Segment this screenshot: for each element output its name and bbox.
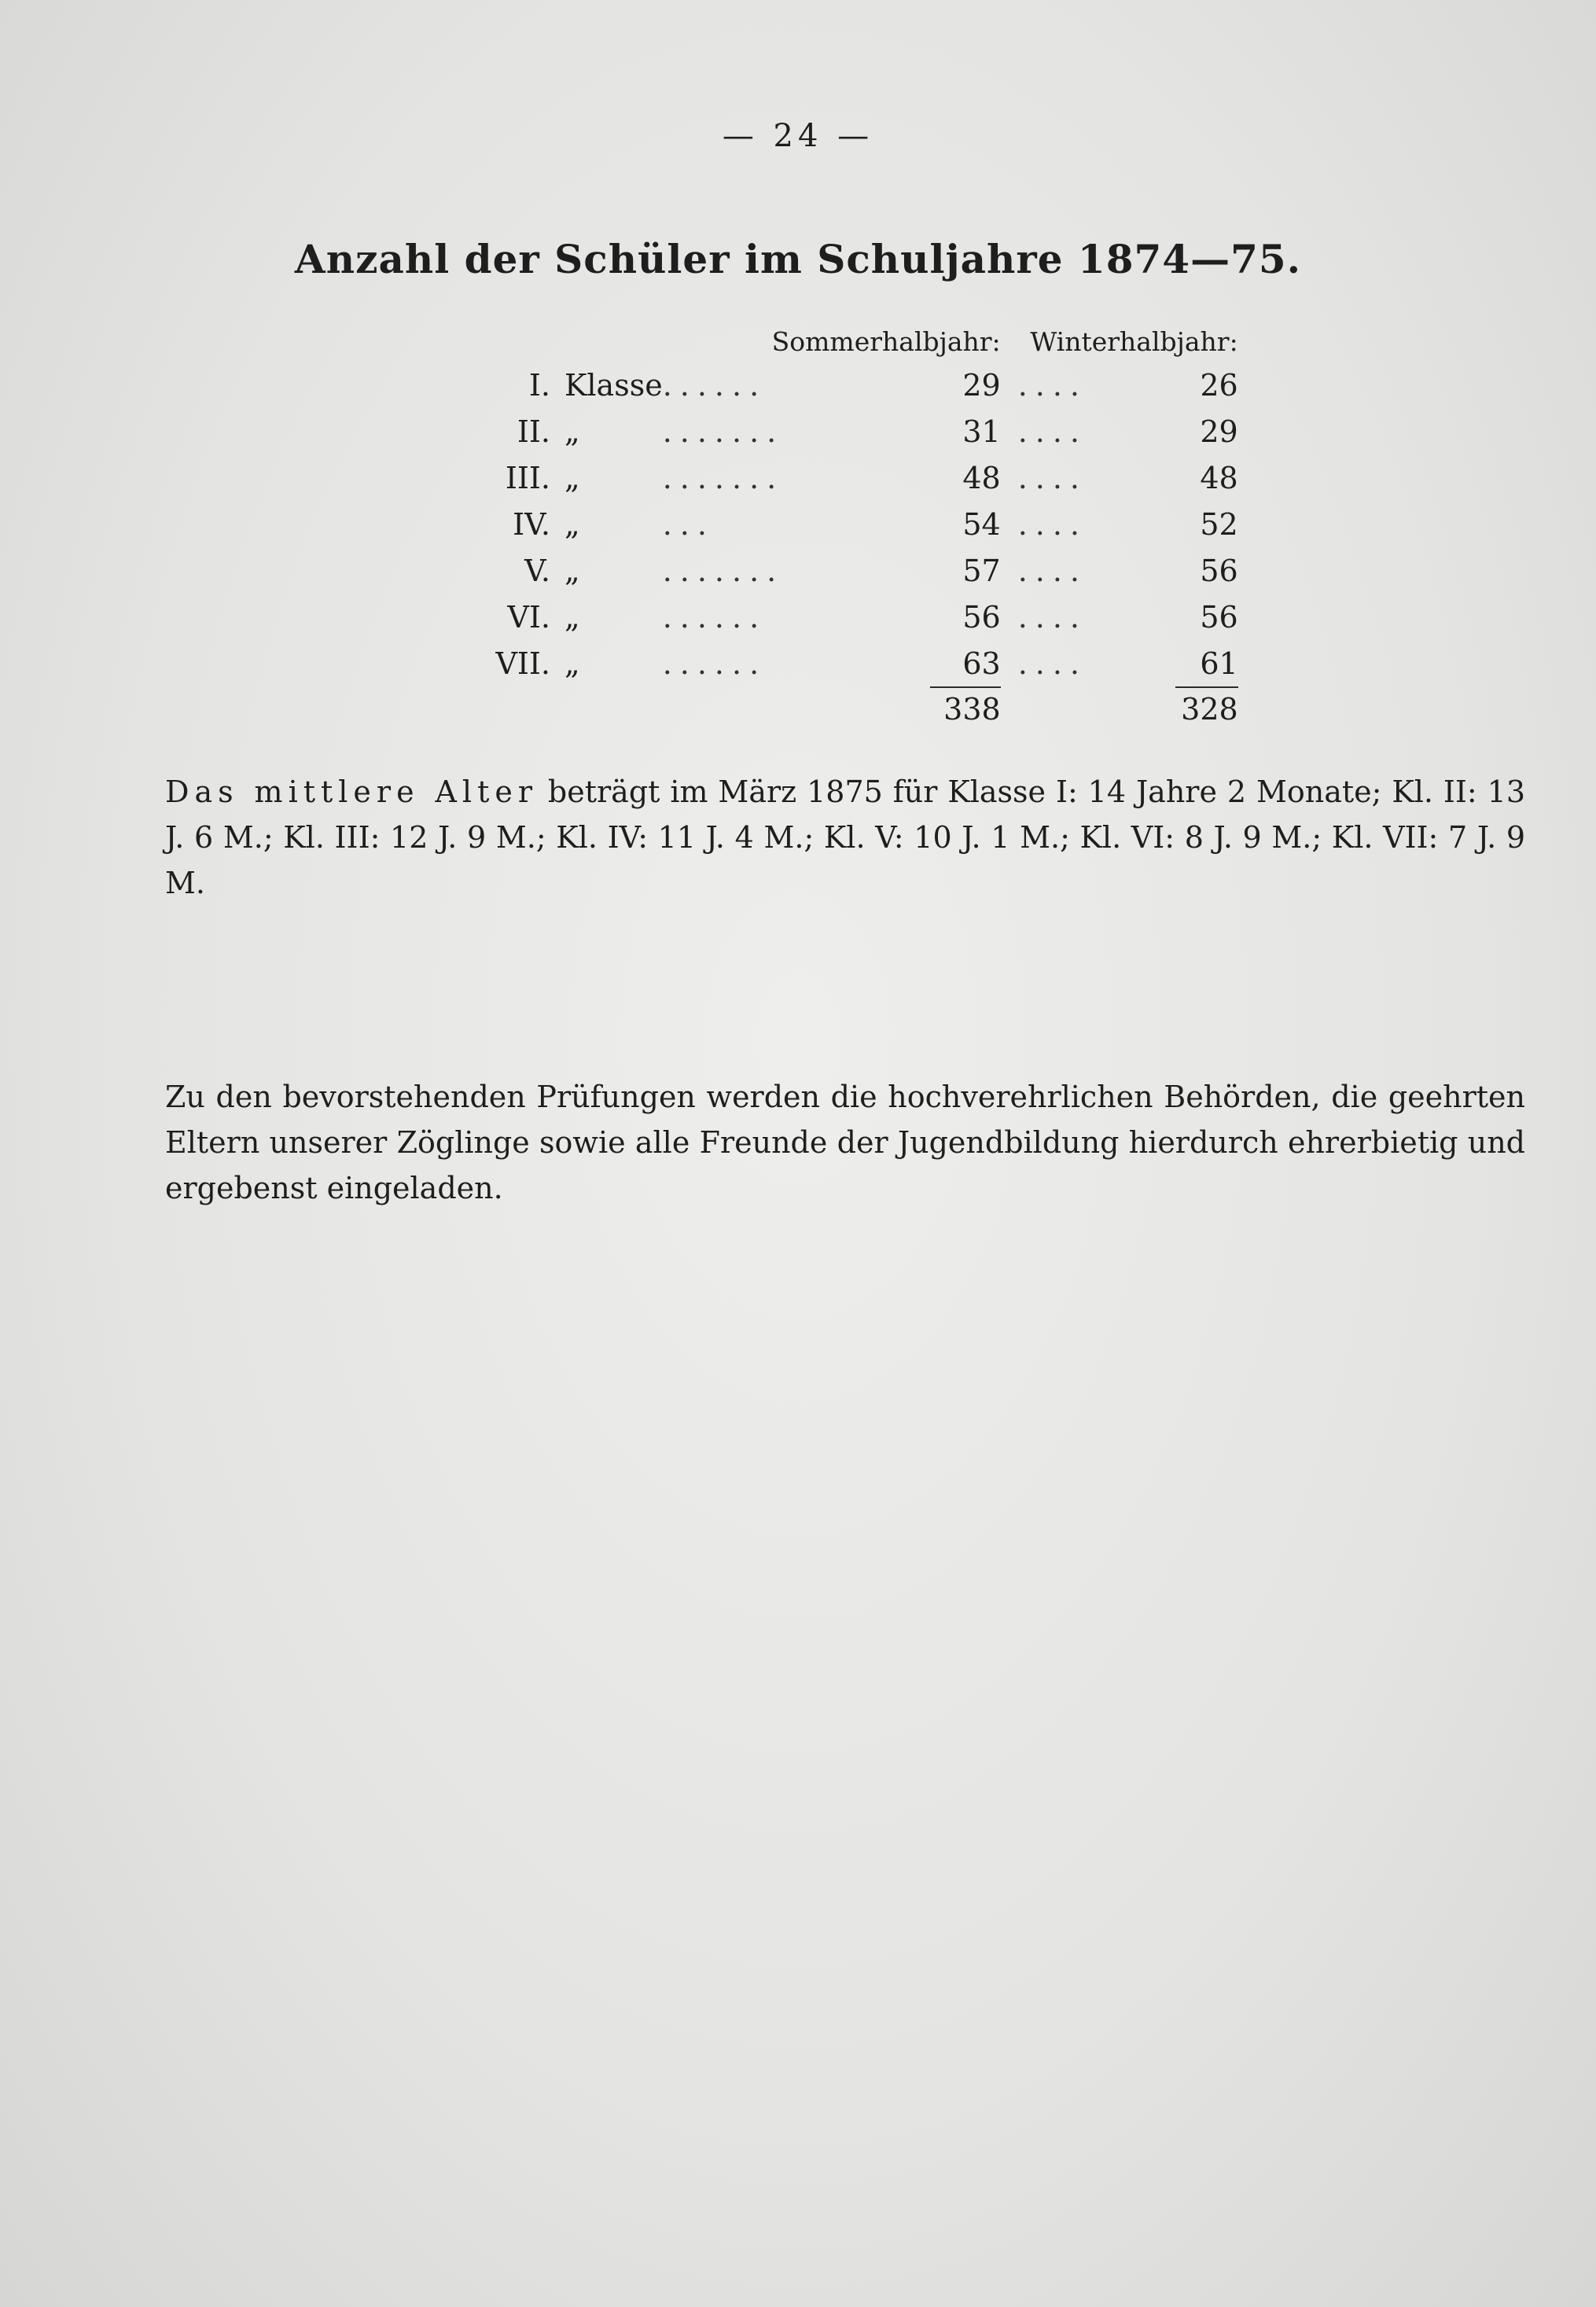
- leader-dots: ....: [1017, 646, 1088, 681]
- summer-header: Sommerhalbjahr:: [771, 326, 1001, 357]
- leader-dots: .......: [662, 460, 785, 495]
- table-row: [464, 547, 1238, 594]
- average-age-paragraph: [165, 769, 1525, 906]
- summer-count: 54: [962, 506, 1001, 542]
- leader-dots: .......: [662, 414, 785, 449]
- class-label: „: [564, 460, 580, 495]
- class-number: I.: [528, 367, 550, 403]
- class-label: „: [564, 553, 580, 588]
- winter-count: 48: [1200, 460, 1238, 495]
- class-number: V.: [524, 553, 550, 588]
- winter-count: 56: [1200, 599, 1238, 635]
- class-label: „: [564, 506, 580, 542]
- winter-count: 56: [1200, 553, 1238, 588]
- winter-header: Winterhalbjahr:: [1030, 326, 1238, 357]
- table-row: [464, 640, 1238, 687]
- leader-dots: ......: [662, 646, 767, 681]
- winter-total: 328: [1181, 692, 1238, 727]
- leader-dots: ....: [1017, 553, 1088, 588]
- summer-count: 48: [962, 460, 1001, 495]
- class-number: II.: [517, 414, 550, 449]
- leader-dots: ....: [1017, 367, 1088, 403]
- leader-dots: .......: [662, 553, 785, 588]
- winter-count: 61: [1175, 640, 1238, 687]
- leader-dots: ....: [1017, 599, 1088, 635]
- class-label: „: [564, 414, 580, 449]
- summer-count: 29: [962, 367, 1001, 403]
- average-age-lead: Das mittlere Alter: [165, 775, 538, 809]
- totals-row: [464, 687, 1238, 730]
- page-number: — 24 —: [722, 118, 874, 154]
- winter-count: 26: [1200, 367, 1238, 403]
- winter-count: 52: [1200, 506, 1238, 542]
- class-label: „: [564, 646, 580, 681]
- summer-count: 57: [962, 553, 1001, 588]
- invitation-paragraph: Zu den bevorstehenden Prüfungen werden die hochverehrlichen Behörden, die geehrten Eltern unserer Zöglinge sowie alle Freunde der Jugendbildung hierdurch ehrerbietig und ergebenst eingeladen.: [165, 1080, 1525, 1205]
- leader-dots: ......: [662, 367, 767, 403]
- leader-dots: ...: [662, 506, 715, 542]
- average-age-text: beträgt im März 1875 für Klasse I: 14 Jahre 2 Monate; Kl. II: 13 J. 6 M.; Kl. III: 12 J. 9 M.; Kl. IV: 11 J. 4 M.; Kl. V: 10 J. 1 M.; Kl. VI: 8 J. 9 M.; Kl. VII: 7 J. 9 M.: [165, 775, 1525, 900]
- class-label: Klasse: [564, 367, 663, 403]
- table-row: [464, 454, 1238, 501]
- leader-dots: ....: [1017, 414, 1088, 449]
- leader-dots: ......: [662, 599, 767, 635]
- class-number: VI.: [507, 599, 550, 635]
- winter-count: 29: [1200, 414, 1238, 449]
- summer-total: 338: [943, 692, 1001, 727]
- summer-count: 31: [962, 414, 1001, 449]
- table-row: [464, 594, 1238, 640]
- summer-count: 63: [930, 640, 1001, 687]
- class-number: IV.: [513, 506, 550, 542]
- class-label: „: [564, 599, 580, 635]
- summer-count: 56: [962, 599, 1001, 635]
- page-title: Anzahl der Schüler im Schuljahre 1874—75.: [294, 236, 1302, 282]
- leader-dots: ....: [1017, 460, 1088, 495]
- table-row: [464, 362, 1238, 408]
- table-row: [464, 501, 1238, 547]
- table-row: [464, 408, 1238, 454]
- student-count-table: [464, 321, 1238, 730]
- leader-dots: ....: [1017, 506, 1088, 542]
- class-number: III.: [505, 460, 550, 495]
- table-header-row: [464, 321, 1238, 362]
- class-number: VII.: [495, 646, 550, 681]
